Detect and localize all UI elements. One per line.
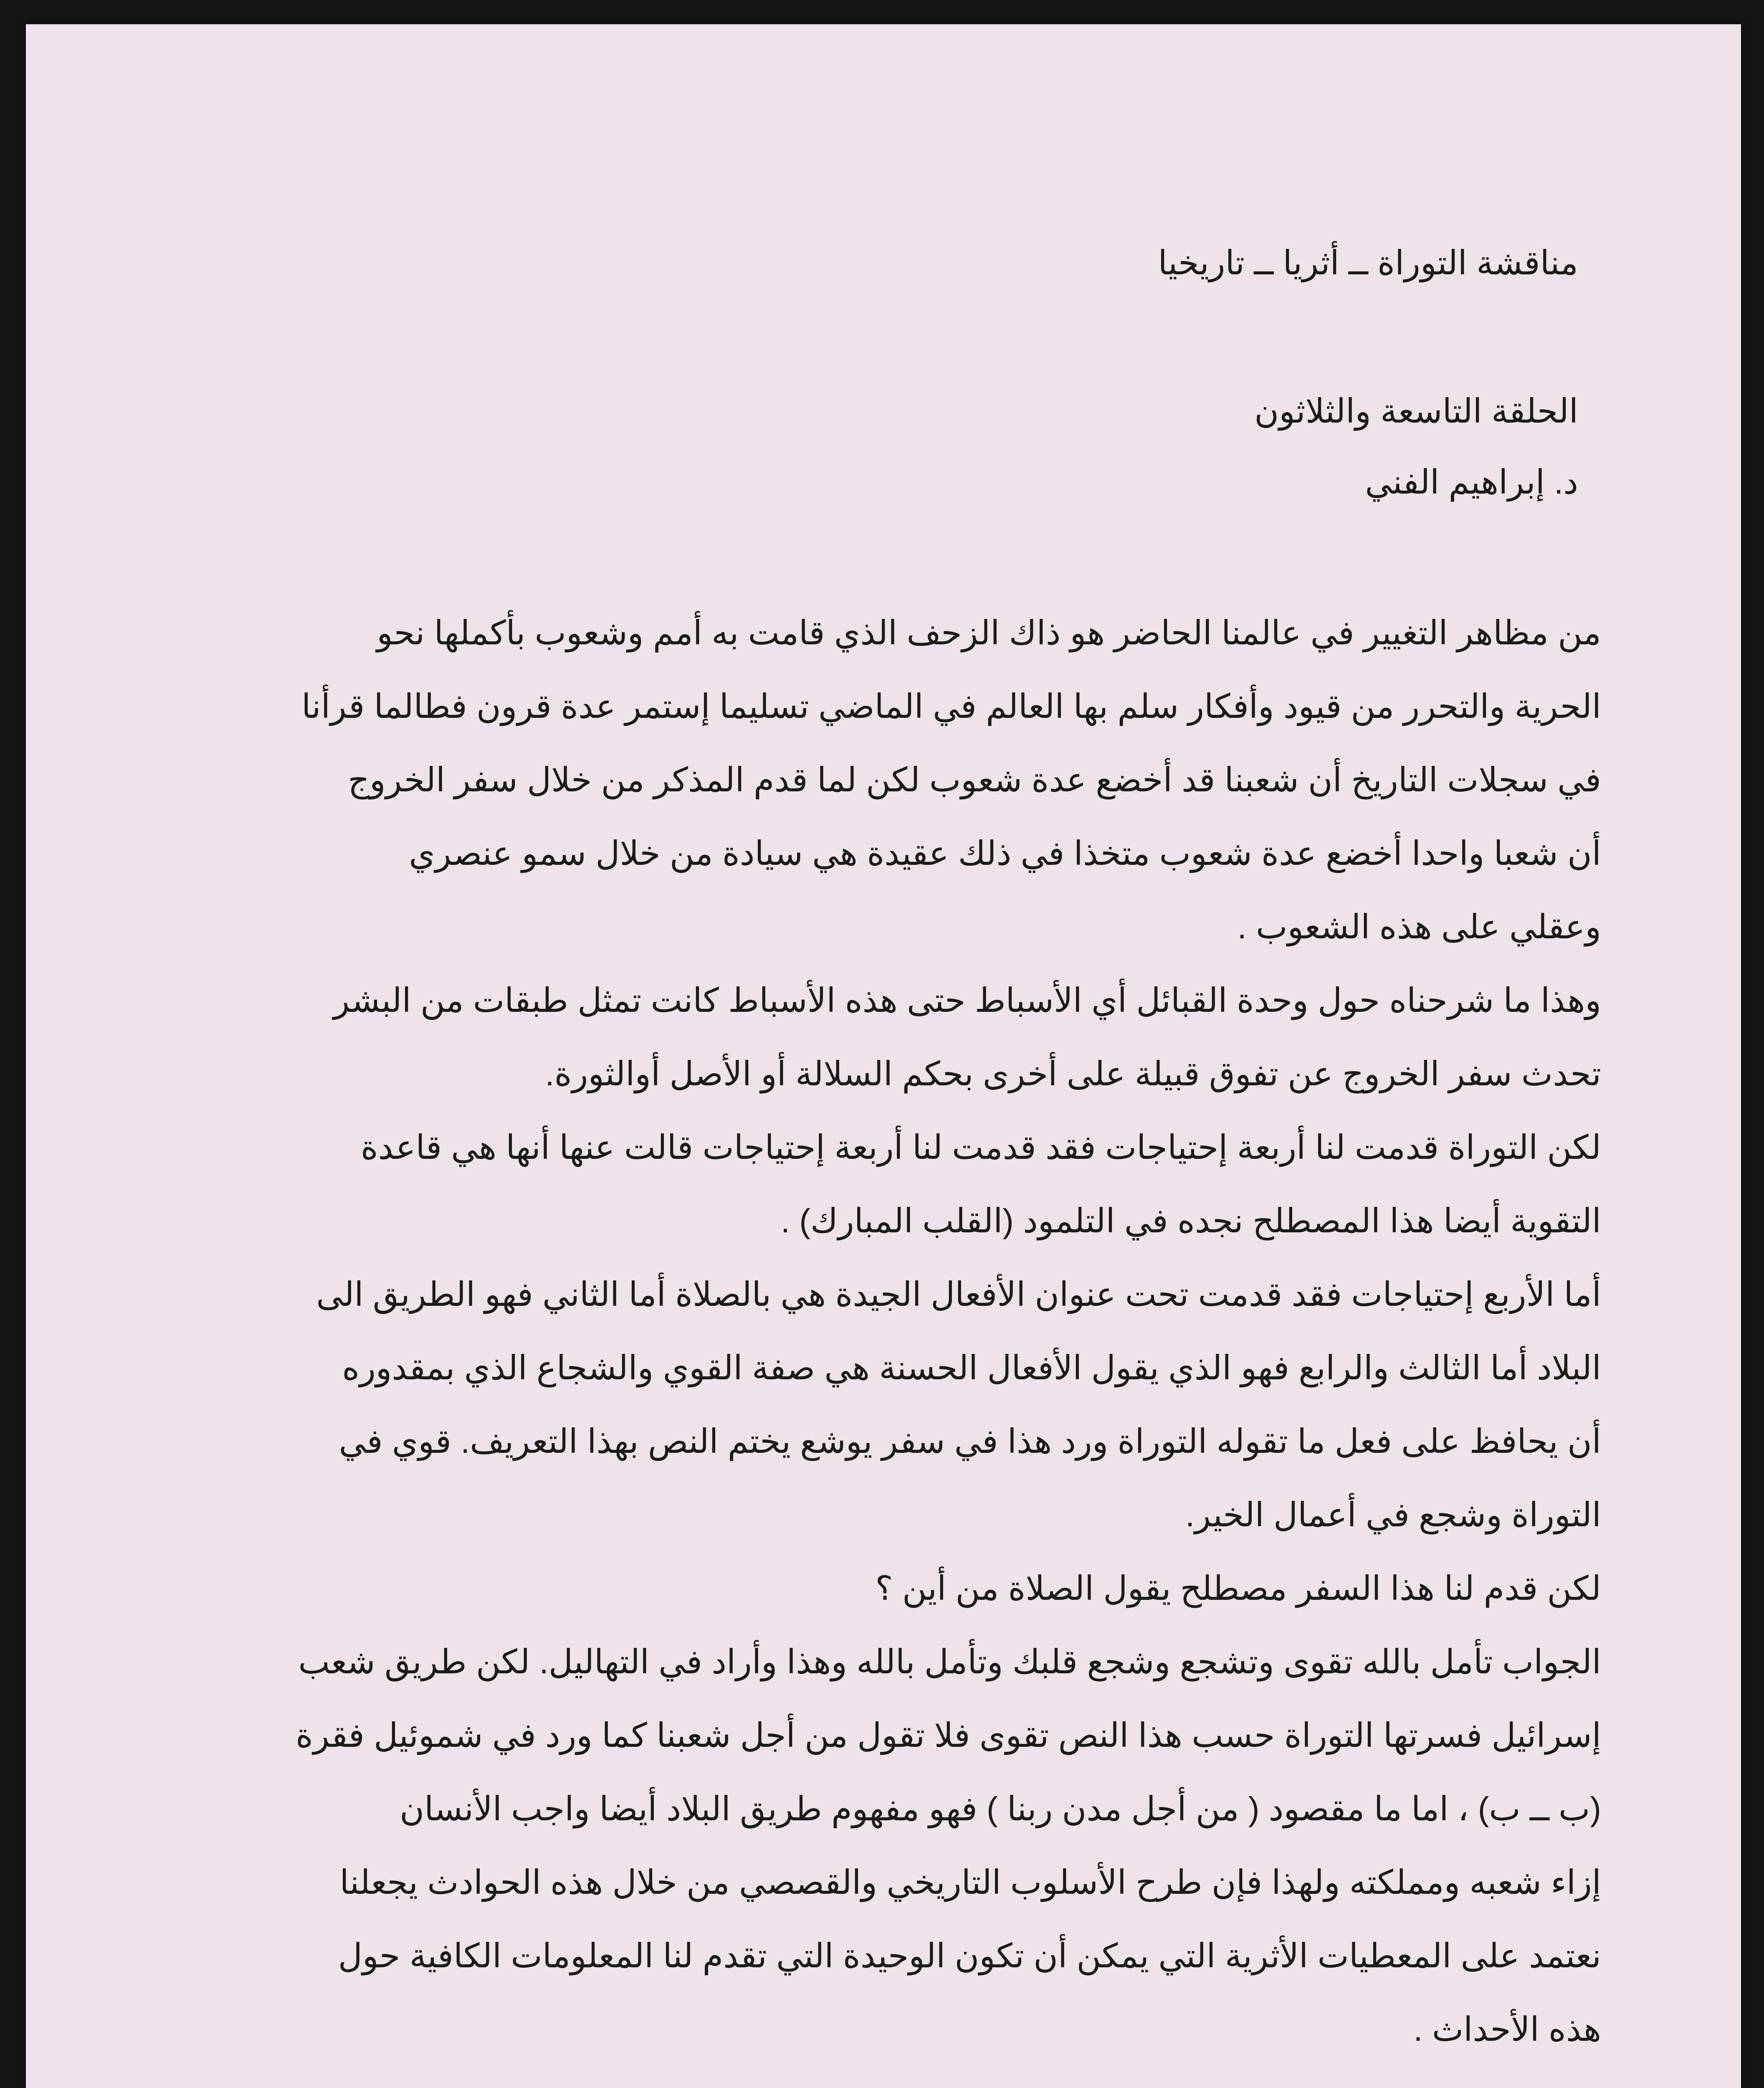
text-line: إزاء شعبه ومملكته ولهذا فإن طرح الأسلوب التاريخي والقصصي من خلال هذه الحوادث يجعلنا	[339, 1864, 1601, 1901]
text-line: هذه الأحداث .	[1413, 2011, 1601, 2048]
text-line: (ب ــ ب) ، اما ما مقصود ( من أجل مدن ربنا ) فهو مفهوم طريق البلاد أيضا واجب الأنسان	[400, 1790, 1601, 1827]
text-line: إسرائيل فسرتها التوراة حسب هذا النص تقوى فلا تقول من أجل شعبنا كما ورد في شموئيل فقرة	[296, 1717, 1601, 1754]
text-line: أن يحافظ على فعل ما تقوله التوراة ورد هذا في سفر يوشع يختم النص بهذا التعريف. قوي في	[339, 1423, 1601, 1460]
text-line: وهذا ما شرحناه حول وحدة القبائل أي الأسباط حتى هذه الأسباط كانت تمثل طبقات من البشر	[333, 982, 1601, 1019]
text-line: وعقلي على هذه الشعوب .	[1237, 908, 1601, 945]
text-line	[307, 2077, 1601, 2088]
text-line: لكن قدم لنا هذا السفر مصطلح يقول الصلاة من أين ؟	[875, 1570, 1601, 1607]
document-title: مناقشة التوراة ــ أثريا ــ تاريخيا	[1158, 244, 1578, 281]
text-line: لكن التوراة قدمت لنا أربعة إحتياجات فقد قدمت لنا أربعة إحتياجات قالت عنها أنها هي قاعدة	[360, 1129, 1601, 1166]
text-line: تحدث سفر الخروج عن تفوق قبيلة على أخرى بحكم السلالة أو الأصل أوالثورة.	[545, 1055, 1601, 1092]
paper-sheet	[26, 24, 1741, 2088]
body-text	[296, 596, 1601, 2088]
author-name: د. إبراهيم الفني	[1365, 464, 1578, 501]
text-line: في سجلات التاريخ أن شعبنا قد أخضع عدة شعوب لكن لما قدم المذكر من خلال سفر الخروج	[348, 761, 1601, 798]
text-line: الجواب تأمل بالله تقوى وتشجع وشجع قلبك وتأمل بالله وهذا وأراد في التهاليل. لكن طريق شعب	[298, 1643, 1601, 1680]
text-line: التقوية أيضا هذا المصطلح نجده في التلمود (القلب المبارك) .	[780, 1202, 1601, 1239]
episode-heading: الحلقة التاسعة والثلاثون	[1254, 393, 1578, 430]
text-line: البلاد أما الثالث والرابع فهو الذي يقول الأفعال الحسنة هي صفة القوي والشجاع الذي بمقدوره	[342, 1349, 1601, 1386]
text-line: التوراة وشجع في أعمال الخير.	[1185, 1496, 1601, 1533]
text-line: أن شعبا واحدا أخضع عدة شعوب متخذا في ذلك عقيدة هي سيادة من خلال سمو عنصري	[409, 835, 1601, 872]
text-line: الحرية والتحرر من قيود وأفكار سلم بها العالم في الماضي تسليما إستمر عدة قرون فطالما قرأنا	[301, 688, 1601, 725]
text-line: نعتمد على المعطيات الأثرية التي يمكن أن تكون الوحيدة التي تقدم لنا المعلومات الكافية حول	[338, 1937, 1601, 1974]
text-line: أما الأربع إحتياجات فقد قدمت تحت عنوان الأفعال الجيدة هي بالصلاة أما الثاني فهو الطريق الى	[316, 1276, 1601, 1313]
text-line: من مظاهر التغيير في عالمنا الحاضر هو ذاك الزحف الذي قامت به أمم وشعوب بأكملها نحو	[377, 614, 1601, 651]
